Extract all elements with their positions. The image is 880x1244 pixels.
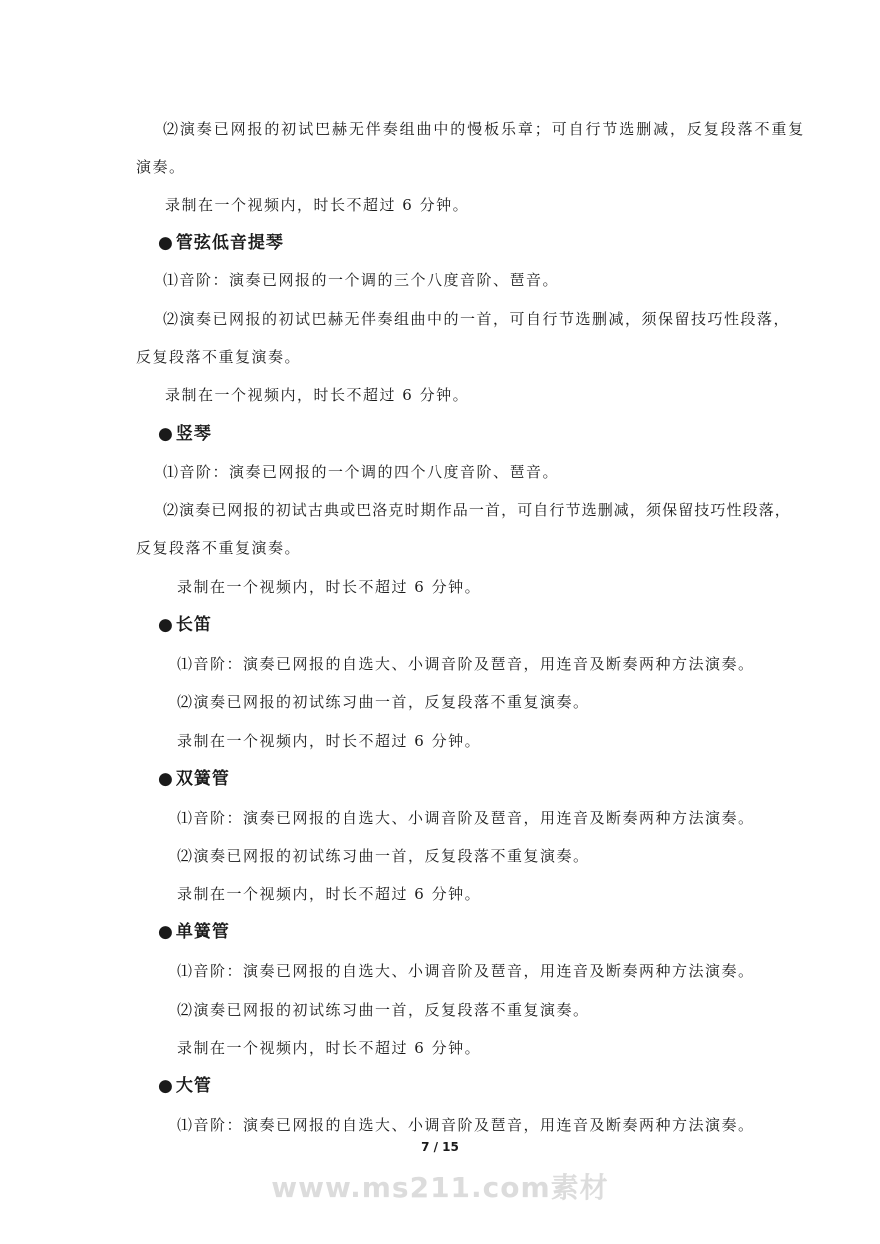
paragraph-line: 录制在一个视频内，时长不超过 6 分钟。 <box>165 386 470 404</box>
paragraph-line: ⑴音阶：演奏已网报的一个调的四个八度音阶、琶音。 <box>163 463 560 481</box>
paragraph-line: ⑴音阶：演奏已网报的自选大、小调音阶及琶音，用连音及断奏两种方法演奏。 <box>177 1116 755 1134</box>
paragraph-line: ⑵演奏已网报的初试古典或巴洛克时期作品一首，可自行节选删减，须保留技巧性段落， <box>163 501 791 519</box>
heading-text: 双簧管 <box>175 769 230 789</box>
paragraph-line: ⑴音阶：演奏已网报的自选大、小调音阶及琶音，用连音及断奏两种方法演奏。 <box>177 655 755 673</box>
section-heading-harp <box>158 423 212 445</box>
watermark: www.ms211.com素材 <box>271 1171 609 1204</box>
paragraph-line: ⑵演奏已网报的初试巴赫无伴奏组曲中的一首，可自行节选删减，须保留技巧性段落， <box>163 310 791 328</box>
paragraph-line: ⑴音阶：演奏已网报的自选大、小调音阶及琶音，用连音及断奏两种方法演奏。 <box>177 962 755 980</box>
heading-text: 管弦低音提琴 <box>175 233 284 253</box>
paragraph-line: 录制在一个视频内，时长不超过 6 分钟。 <box>165 196 470 214</box>
paragraph-line: ⑴音阶：演奏已网报的自选大、小调音阶及琶音，用连音及断奏两种方法演奏。 <box>177 809 755 827</box>
heading-text: 竖琴 <box>175 424 212 444</box>
page-number: 7 / 15 <box>421 1140 459 1154</box>
bullet-icon: ● <box>158 922 174 942</box>
paragraph-line: 反复段落不重复演奏。 <box>136 539 302 557</box>
paragraph-line: 录制在一个视频内，时长不超过 6 分钟。 <box>177 885 482 903</box>
paragraph-line: 录制在一个视频内，时长不超过 6 分钟。 <box>177 1039 482 1057</box>
bullet-icon: ● <box>158 233 174 253</box>
section-heading-clarinet <box>158 921 230 943</box>
heading-text: 长笛 <box>175 615 212 635</box>
paragraph-line: ⑵演奏已网报的初试练习曲一首，反复段落不重复演奏。 <box>177 693 590 711</box>
section-heading-flute <box>158 614 212 636</box>
paragraph-line: ⑵演奏已网报的初试练习曲一首，反复段落不重复演奏。 <box>177 847 590 865</box>
paragraph-line: ⑴音阶：演奏已网报的一个调的三个八度音阶、琶音。 <box>163 271 560 289</box>
bullet-icon: ● <box>158 1076 174 1096</box>
section-heading-bassoon <box>158 1075 212 1097</box>
bullet-icon: ● <box>158 424 174 444</box>
bullet-icon: ● <box>158 615 174 635</box>
heading-text: 单簧管 <box>175 922 230 942</box>
paragraph-line: 录制在一个视频内，时长不超过 6 分钟。 <box>177 732 482 750</box>
paragraph-line: ⑵演奏已网报的初试巴赫无伴奏组曲中的慢板乐章；可自行节选删减，反复段落不重复 <box>163 120 806 138</box>
section-heading-oboe <box>158 768 230 790</box>
heading-text: 大管 <box>175 1076 212 1096</box>
bullet-icon: ● <box>158 769 174 789</box>
paragraph-line: 演奏。 <box>136 158 186 176</box>
paragraph-line: 反复段落不重复演奏。 <box>136 348 302 366</box>
paragraph-line: 录制在一个视频内，时长不超过 6 分钟。 <box>177 578 482 596</box>
paragraph-line: ⑵演奏已网报的初试练习曲一首，反复段落不重复演奏。 <box>177 1001 590 1019</box>
section-heading-double-bass <box>158 232 284 254</box>
